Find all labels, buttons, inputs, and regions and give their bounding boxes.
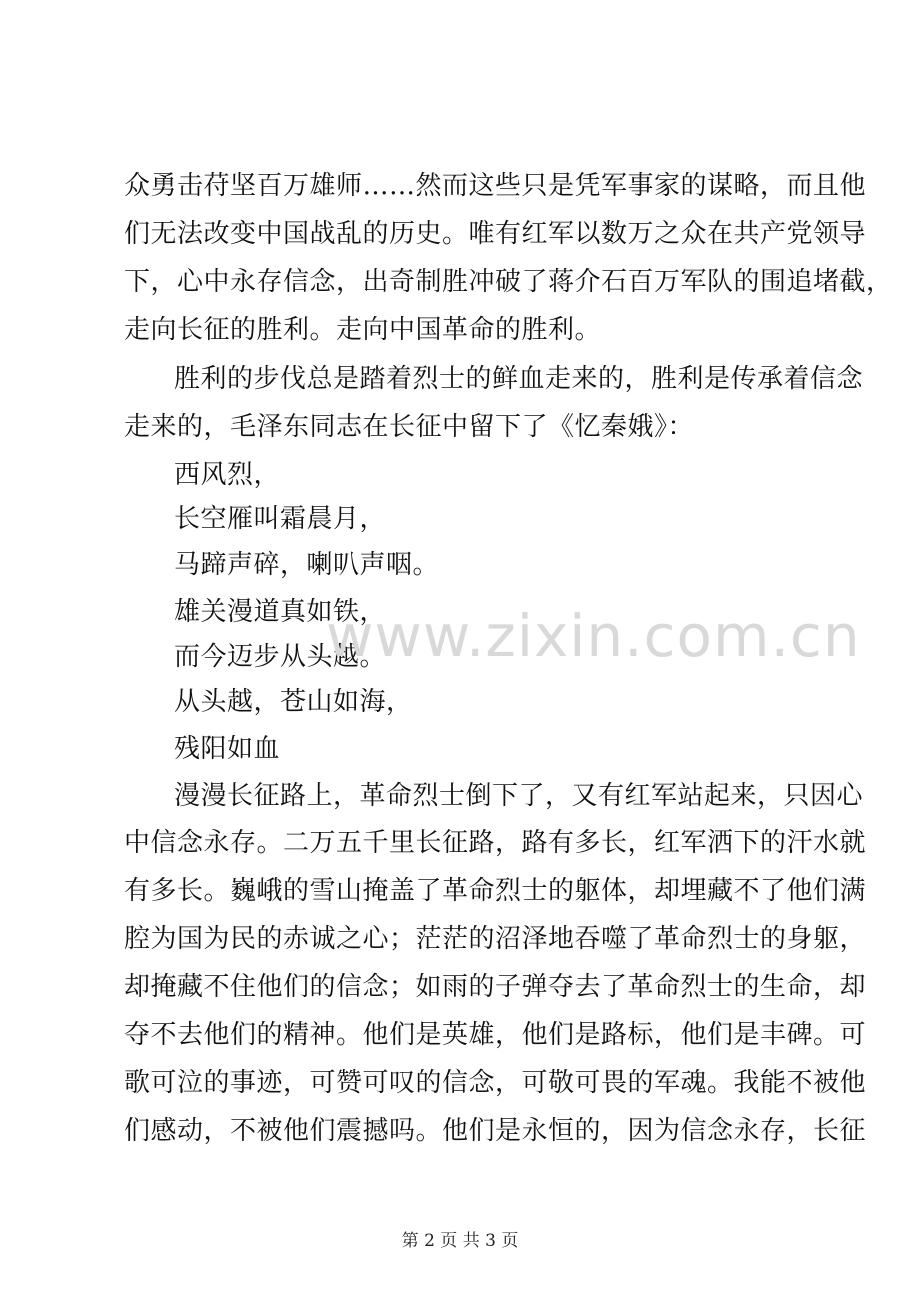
watermark: www.zixin.com.cn <box>326 602 861 670</box>
poem-line: 马蹄声碎，喇叭声咽。 <box>174 550 440 580</box>
body-text-line: 众勇击苻坚百万雄师……然而这些只是凭军事家的谋略，而且他 <box>124 171 867 201</box>
poem-line: 而今迈步从头越。 <box>174 642 387 672</box>
poem-line: 西风烈， <box>174 460 281 490</box>
body-text-line: 们感动，不被他们震撼吗。他们是永恒的，因为信念永存，长征 <box>124 1116 867 1146</box>
poem-line: 长空雁叫霜晨月， <box>174 504 387 534</box>
page-number-footer: 第 2 页 共 3 页 <box>401 1231 519 1251</box>
poem-line: 雄关漫道真如铁， <box>174 597 387 627</box>
body-text-line: 夺不去他们的精神。他们是英雄，他们是路标，他们是丰碑。可 <box>124 1020 867 1050</box>
body-text-line: 却掩藏不住他们的信念；如雨的子弹夺去了革命烈士的生命，却 <box>124 972 867 1002</box>
body-text-line: 有多长。巍峨的雪山掩盖了革命烈士的躯体，却埋藏不了他们满 <box>124 876 867 906</box>
body-text-line: 中信念永存。二万五千里长征路，路有多长，红军洒下的汗水就 <box>124 828 867 858</box>
paragraph-start-line: 漫漫长征路上，革命烈士倒下了，又有红军站起来，只因心 <box>174 781 864 811</box>
body-text-line: 走向长征的胜利。走向中国革命的胜利。 <box>124 315 602 345</box>
body-text-line: 腔为国为民的赤诚之心；茫茫的沼泽地吞噬了革命烈士的身躯， <box>124 924 867 954</box>
body-text-line: 歌可泣的事迹，可赞可叹的信念，可敬可畏的军魂。我能不被他 <box>124 1068 867 1098</box>
body-text-line: 走来的，毛泽东同志在长征中留下了《忆秦娥》： <box>124 412 695 442</box>
paragraph-start-line: 胜利的步伐总是踏着烈士的鲜血走来的，胜利是传承着信念 <box>174 364 864 394</box>
body-text-line: 下，心中永存信念，出奇制胜冲破了蒋介石百万军队的围追堵截， <box>124 267 893 297</box>
body-text-line: 们无法改变中国战乱的历史。唯有红军以数万之众在共产党领导 <box>124 219 867 249</box>
poem-line: 残阳如血 <box>174 734 281 764</box>
poem-line: 从头越，苍山如海， <box>174 687 413 717</box>
